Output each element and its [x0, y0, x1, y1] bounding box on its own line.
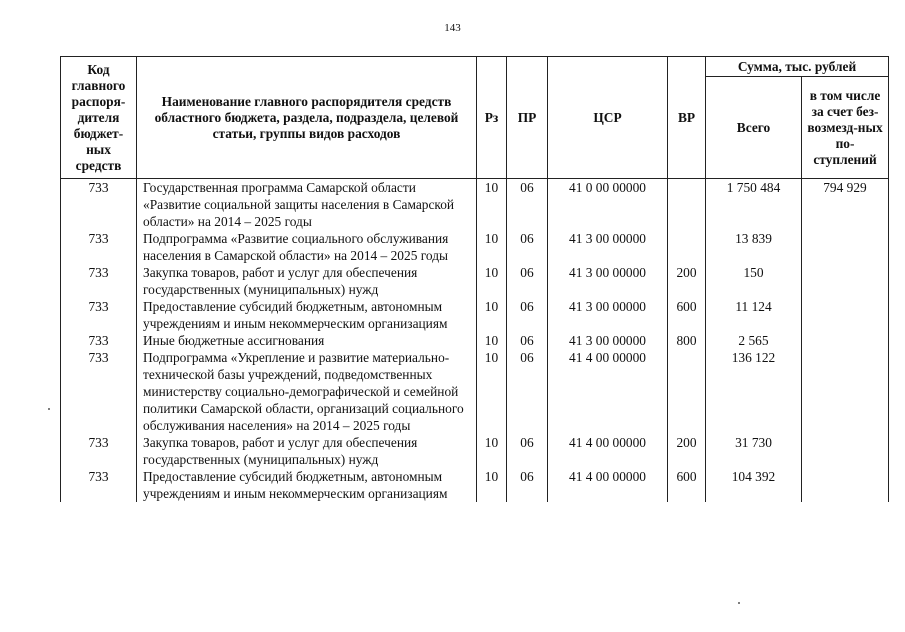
cell-total: 31 730 — [706, 434, 802, 468]
table-row — [61, 230, 889, 264]
cell-rz: 10 — [477, 468, 507, 502]
cell-name: Предоставление субсидий бюджетным, автономным учреждениям и иным некоммерческим организациям — [137, 298, 477, 332]
cell-incl — [802, 332, 889, 349]
cell-total: 104 392 — [706, 468, 802, 502]
cell-incl — [802, 349, 889, 434]
cell-incl — [802, 298, 889, 332]
cell-total: 11 124 — [706, 298, 802, 332]
cell-total: 150 — [706, 264, 802, 298]
header-incl: в том числе за счет без-возмезд-ных по-ступлений — [802, 77, 889, 179]
cell-name: Подпрограмма «Развитие социального обслуживания населения в Самарской области» на 2014 – 2025 годы — [137, 230, 477, 264]
cell-name: Государственная программа Самарской области «Развитие социальной защиты населения в Самарской области» на 2014 – 2025 годы — [137, 179, 477, 231]
cell-csr: 41 4 00 00000 — [548, 468, 668, 502]
cell-vr: 800 — [668, 332, 706, 349]
cell-code: 733 — [61, 349, 137, 434]
header-sum: Сумма, тыс. рублей — [706, 57, 889, 77]
cell-csr: 41 3 00 00000 — [548, 230, 668, 264]
table-row — [61, 179, 889, 231]
header-vr: ВР — [668, 57, 706, 179]
cell-incl — [802, 230, 889, 264]
table-row — [61, 468, 889, 502]
cell-vr: 600 — [668, 298, 706, 332]
cell-csr: 41 3 00 00000 — [548, 332, 668, 349]
header-total: Всего — [706, 77, 802, 179]
cell-name: Иные бюджетные ассигнования — [137, 332, 477, 349]
cell-csr: 41 4 00 00000 — [548, 349, 668, 434]
budget-table — [60, 56, 889, 502]
cell-code: 733 — [61, 434, 137, 468]
header-rz: Рз — [477, 57, 507, 179]
cell-pr: 06 — [507, 332, 548, 349]
cell-vr: 200 — [668, 434, 706, 468]
cell-pr: 06 — [507, 434, 548, 468]
cell-rz: 10 — [477, 179, 507, 231]
cell-rz: 10 — [477, 349, 507, 434]
table-row — [61, 434, 889, 468]
cell-vr — [668, 179, 706, 231]
cell-csr: 41 3 00 00000 — [548, 264, 668, 298]
cell-vr — [668, 349, 706, 434]
cell-pr: 06 — [507, 264, 548, 298]
cell-rz: 10 — [477, 332, 507, 349]
cell-incl — [802, 468, 889, 502]
cell-code: 733 — [61, 264, 137, 298]
cell-pr: 06 — [507, 179, 548, 231]
cell-total: 1 750 484 — [706, 179, 802, 231]
table-row — [61, 349, 889, 434]
page-number: 143 — [444, 22, 461, 34]
cell-csr: 41 4 00 00000 — [548, 434, 668, 468]
header-csr: ЦСР — [548, 57, 668, 179]
table-header — [61, 57, 889, 179]
cell-pr: 06 — [507, 468, 548, 502]
cell-name: Закупка товаров, работ и услуг для обеспечения государственных (муниципальных) нужд — [137, 264, 477, 298]
cell-total: 2 565 — [706, 332, 802, 349]
scan-speck — [48, 408, 50, 410]
cell-csr: 41 3 00 00000 — [548, 298, 668, 332]
cell-vr: 600 — [668, 468, 706, 502]
header-pr: ПР — [507, 57, 548, 179]
cell-name: Закупка товаров, работ и услуг для обеспечения государственных (муниципальных) нужд — [137, 434, 477, 468]
cell-vr — [668, 230, 706, 264]
cell-csr: 41 0 00 00000 — [548, 179, 668, 231]
cell-code: 733 — [61, 230, 137, 264]
cell-pr: 06 — [507, 298, 548, 332]
cell-rz: 10 — [477, 230, 507, 264]
cell-rz: 10 — [477, 264, 507, 298]
cell-code: 733 — [61, 298, 137, 332]
table-row — [61, 298, 889, 332]
scan-speck — [738, 602, 740, 604]
cell-rz: 10 — [477, 298, 507, 332]
cell-pr: 06 — [507, 230, 548, 264]
cell-rz: 10 — [477, 434, 507, 468]
cell-total: 136 122 — [706, 349, 802, 434]
cell-code: 733 — [61, 179, 137, 231]
cell-incl — [802, 264, 889, 298]
cell-pr: 06 — [507, 349, 548, 434]
cell-name: Предоставление субсидий бюджетным, автономным учреждениям и иным некоммерческим организациям — [137, 468, 477, 502]
cell-code: 733 — [61, 332, 137, 349]
header-code: Код главного распоря-дителя бюджет-ных средств — [61, 57, 137, 179]
header-name: Наименование главного распорядителя средств областного бюджета, раздела, подраздела, целевой статьи, группы видов расходов — [137, 57, 477, 179]
table-row — [61, 332, 889, 349]
cell-vr: 200 — [668, 264, 706, 298]
cell-incl: 794 929 — [802, 179, 889, 231]
cell-code: 733 — [61, 468, 137, 502]
table-row — [61, 264, 889, 298]
cell-total: 13 839 — [706, 230, 802, 264]
cell-name: Подпрограмма «Укрепление и развитие материально-технической базы учреждений, подведомственных министерству социально-демографической и семейной политики Самарской области, организаций социального обслуживания населения» на 2014 – 2025 годы — [137, 349, 477, 434]
table-body — [61, 179, 889, 503]
cell-incl — [802, 434, 889, 468]
